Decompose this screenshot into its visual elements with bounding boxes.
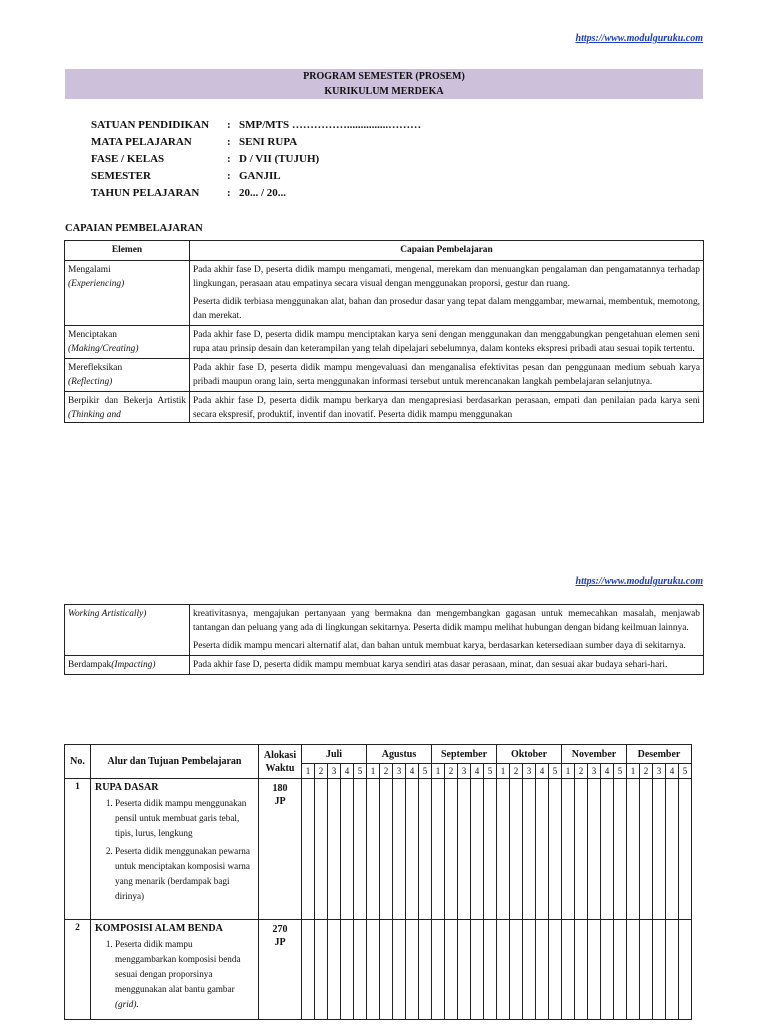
week-cell[interactable] [419,779,432,920]
alur-header: Alur dan Tujuan Pembelajaran [91,745,259,779]
week-cell[interactable] [445,779,458,920]
month-header: November [562,745,627,764]
capaian-header: Capaian Pembelajaran [190,241,704,261]
week-number: 4 [536,764,549,779]
document-subtitle: KURIKULUM MERDEKA [324,86,444,97]
week-cell[interactable] [601,779,614,920]
week-cell[interactable] [575,779,588,920]
week-cell[interactable] [575,920,588,1020]
table-row: Working Artistically) kreativitasnya, mengajukan pertanyaan yang bermakna dan mengembangkan gagasan untuk memecahkan masalah, menjawab tantangan dan peluang yang ada di lingkungan sekitarnya. Peserta didik mampu melihat hubungan dengan bidang keilmuan lainnya. Peserta didik mampu mencari alternatif alat, dan bahan untuk membuat karya, berdasarkan ketersediaan sumber daya di sekitarnya. [65,605,704,656]
week-number: 5 [484,764,497,779]
week-cell[interactable] [666,779,679,920]
week-number: 3 [523,764,536,779]
week-number: 4 [601,764,614,779]
capaian-section-title: CAPAIAN PEMBELAJARAN [65,223,203,234]
week-cell[interactable] [523,920,536,1020]
week-cell[interactable] [406,779,419,920]
week-cell[interactable] [328,920,341,1020]
week-cell[interactable] [393,920,406,1020]
week-cell[interactable] [523,779,536,920]
week-cell[interactable] [562,920,575,1020]
week-number: 4 [341,764,354,779]
table-row: Mengalami (Experiencing) Pada akhir fase D, peserta didik mampu mengamati, mengenal, merekam dan menuangkan pengalaman dan pengamatannya terhadap lingkungan, perasaan atau empatinya secara visual dengan menggunakan proporsi, gestur dan ruang. Peserta didik terbiasa menggunakan alat, bahan dan prosedur dasar yang tepat dalam menggambar, mewarnai, membentuk, memotong, dan merekat. [65,261,704,326]
week-cell[interactable] [640,779,653,920]
week-cell[interactable] [380,920,393,1020]
week-cell[interactable] [367,920,380,1020]
week-number: 3 [588,764,601,779]
week-number: 4 [471,764,484,779]
week-cell[interactable] [679,779,692,920]
table-row: Merefleksikan (Reflecting) Pada akhir fase D, peserta didik mampu mengevaluasi dan menganalisa efektivitas pesan dan penggunaan medium sebuah karya pribadi maupun orang lain, serta menggunakan informasi tersebut untuk merencanakan langkah pembelajaran selanjutnya. [65,359,704,392]
week-cell[interactable] [302,920,315,1020]
week-cell[interactable] [653,779,666,920]
capaian-table [64,240,704,423]
identity-row: MATA PELAJARAN : SENI RUPA [91,136,298,148]
week-cell[interactable] [471,779,484,920]
week-number: 1 [367,764,380,779]
alokasi-header: Alokasi Waktu [259,745,302,779]
table-row: Berdampak(Impacting) Pada akhir fase D, peserta didik mampu membuat karya sendiri atas dasar perasaan, minat, dan sesuai akar budaya sehari-hari. [65,656,704,675]
week-cell[interactable] [549,920,562,1020]
week-cell[interactable] [328,779,341,920]
week-cell[interactable] [341,779,354,920]
week-number: 4 [406,764,419,779]
month-header: Oktober [497,745,562,764]
document-title: PROGRAM SEMESTER (PROSEM) [303,71,465,82]
week-cell[interactable] [354,779,367,920]
week-cell[interactable] [445,920,458,1020]
week-cell[interactable] [419,920,432,1020]
week-cell[interactable] [601,920,614,1020]
week-cell[interactable] [432,920,445,1020]
week-number: 3 [653,764,666,779]
week-number: 1 [562,764,575,779]
week-cell[interactable] [510,779,523,920]
month-header: September [432,745,497,764]
week-number: 1 [497,764,510,779]
week-cell[interactable] [614,779,627,920]
week-number: 5 [354,764,367,779]
elemen-header: Elemen [65,241,190,261]
week-cell[interactable] [627,779,640,920]
week-cell[interactable] [549,779,562,920]
week-cell[interactable] [679,920,692,1020]
week-number: 5 [679,764,692,779]
table-row: Berpikir dan Bekerja Artistik (Thinking and Pada akhir fase D, peserta didik mampu berkarya dan mengapresiasi berdasarkan perasaan, empati dan penilaian pada karya seni secara ekspresif, produktif, inventif dan inovatif. Peserta didik mampu menggunakan [65,392,704,423]
table-row: 1 RUPA DASAR 1. Peserta didik mampu menggunakan pensil untuk membuat garis tebal, tipis, lurus, lengkung 2. Peserta didik menggunakan pewarna untuk menciptakan komposisi warna yang menarik (berdampak bagi dirinya) 180 JP [65,779,692,920]
week-cell[interactable] [653,920,666,1020]
week-cell[interactable] [497,920,510,1020]
week-cell[interactable] [614,920,627,1020]
week-cell[interactable] [406,920,419,1020]
month-header: Desember [627,745,692,764]
week-number: 2 [380,764,393,779]
week-number: 2 [445,764,458,779]
week-cell[interactable] [471,920,484,1020]
week-cell[interactable] [536,779,549,920]
identity-block [91,119,539,204]
week-number: 2 [510,764,523,779]
week-number: 5 [549,764,562,779]
week-cell[interactable] [393,779,406,920]
week-cell[interactable] [315,920,328,1020]
week-number: 1 [432,764,445,779]
week-number: 1 [302,764,315,779]
table-row: Menciptakan (Making/Creating) Pada akhir fase D, peserta didik mampu menciptakan karya seni dengan menggunakan dan menggabungkan pengetahuan elemen seni rupa atau prinsip desain dan keterampilan yang telah dipelajari sebelumnya, dalam konteks ekspresi pribadi atau sesuai topik tertentu. [65,326,704,359]
week-number: 3 [328,764,341,779]
week-cell[interactable] [341,920,354,1020]
table-row: 2 KOMPOSISI ALAM BENDA 1. Peserta didik mampu menggambarkan komposisi benda sesuai dengan proporsinya menggunakan alat bantu gambar (grid). 270 JP [65,920,692,1020]
week-number: 5 [614,764,627,779]
week-number: 5 [419,764,432,779]
week-number: 2 [575,764,588,779]
week-cell[interactable] [484,920,497,1020]
week-cell[interactable] [666,920,679,1020]
month-header: Juli [302,745,367,764]
document-title-banner [65,69,703,99]
week-cell[interactable] [380,779,393,920]
week-cell[interactable] [367,779,380,920]
week-cell[interactable] [458,920,471,1020]
month-header: Agustus [367,745,432,764]
week-cell[interactable] [510,920,523,1020]
week-cell[interactable] [497,779,510,920]
capaian-table-continued [64,604,704,675]
schedule-table [64,744,692,1020]
week-cell[interactable] [627,920,640,1020]
week-number: 2 [640,764,653,779]
week-cell[interactable] [432,779,445,920]
website-link-page2[interactable]: https://www.modulguruku.com [575,576,703,587]
week-number: 3 [393,764,406,779]
week-cell[interactable] [484,779,497,920]
week-cell[interactable] [640,920,653,1020]
no-header: No. [65,745,91,779]
identity-row: FASE / KELAS : D / VII (TUJUH) [91,153,320,165]
week-cell[interactable] [458,779,471,920]
week-cell[interactable] [562,779,575,920]
week-cell[interactable] [588,920,601,1020]
week-cell[interactable] [354,920,367,1020]
week-number: 2 [315,764,328,779]
week-cell[interactable] [302,779,315,920]
identity-row: TAHUN PELAJARAN : 20... / 20... [91,187,287,199]
week-number: 3 [458,764,471,779]
week-cell[interactable] [315,779,328,920]
identity-row: SEMESTER : GANJIL [91,170,281,182]
week-cell[interactable] [536,920,549,1020]
week-cell[interactable] [588,779,601,920]
identity-row: SATUAN PENDIDIKAN : SMP/MTS ……………...............……… [91,119,422,131]
week-number: 4 [666,764,679,779]
website-link-top[interactable]: https://www.modulguruku.com [575,33,703,44]
week-number: 1 [627,764,640,779]
